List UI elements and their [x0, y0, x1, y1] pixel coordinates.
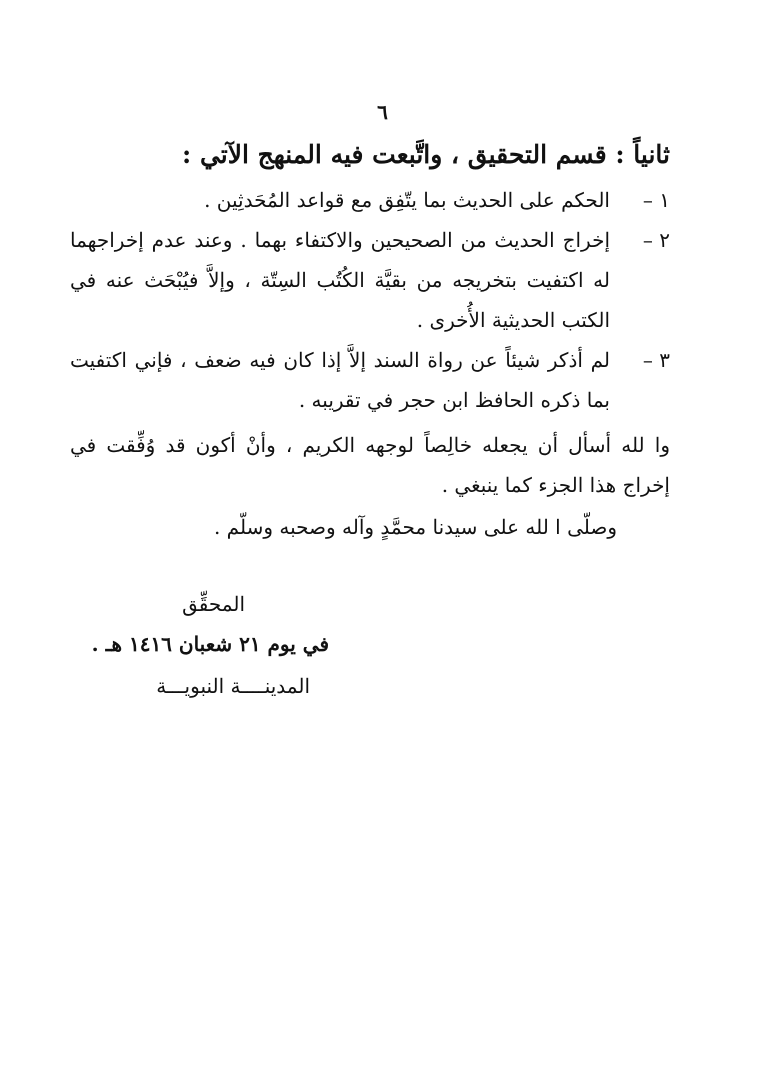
list-item-text: الحكم على الحديث بما يتّفِق مع قواعد المُحَدثِين . — [204, 188, 610, 212]
list-item-2 — [70, 220, 670, 340]
salutation: وصلّى ا لله على سيدنا محمَّدٍ وآله وصحبه وسلّم . — [213, 515, 617, 539]
list-item-3 — [70, 340, 670, 420]
list-item-text: إخراج الحديث من الصحيحين والاكتفاء بهما . وعند عدم إخراجهما له اكتفيت بتخريجه من بقيَّة الكُتُب السِتّة ، وإلاَّ فيُبْحَث عنه في الكتب الحديثية الأُخرى . — [70, 228, 610, 332]
list-item-1 — [70, 180, 670, 220]
signature-title: المحقِّق — [182, 592, 245, 616]
list-item-number: ٢ – — [642, 228, 670, 252]
list-item-number: ١ – — [642, 188, 670, 212]
list-item-text: لم أذكر شيئاً عن رواة السند إلاَّ إذا كان فيه ضعف ، فإني اكتفيت بما ذكره الحافظ ابن حجر في تقريبه . — [70, 348, 610, 412]
section-heading: ثانياً : قسم التحقيق ، واتَّبعت فيه المنهج الآتي : — [182, 140, 670, 169]
signature-place: المدينــــة النبويـــة — [156, 674, 310, 698]
closing-paragraph: وا لله أسأل أن يجعله خالِصاً لوجهه الكريم ، وأنْ أكون قد وُفِّقت في إخراج هذا الجزء كما ينبغي . — [70, 433, 670, 497]
list-item-number: ٣ – — [642, 348, 670, 372]
signature-date: في يوم ٢١ شعبان ١٤١٦ هـ . — [91, 632, 329, 656]
page-number: ٦ — [377, 100, 388, 124]
